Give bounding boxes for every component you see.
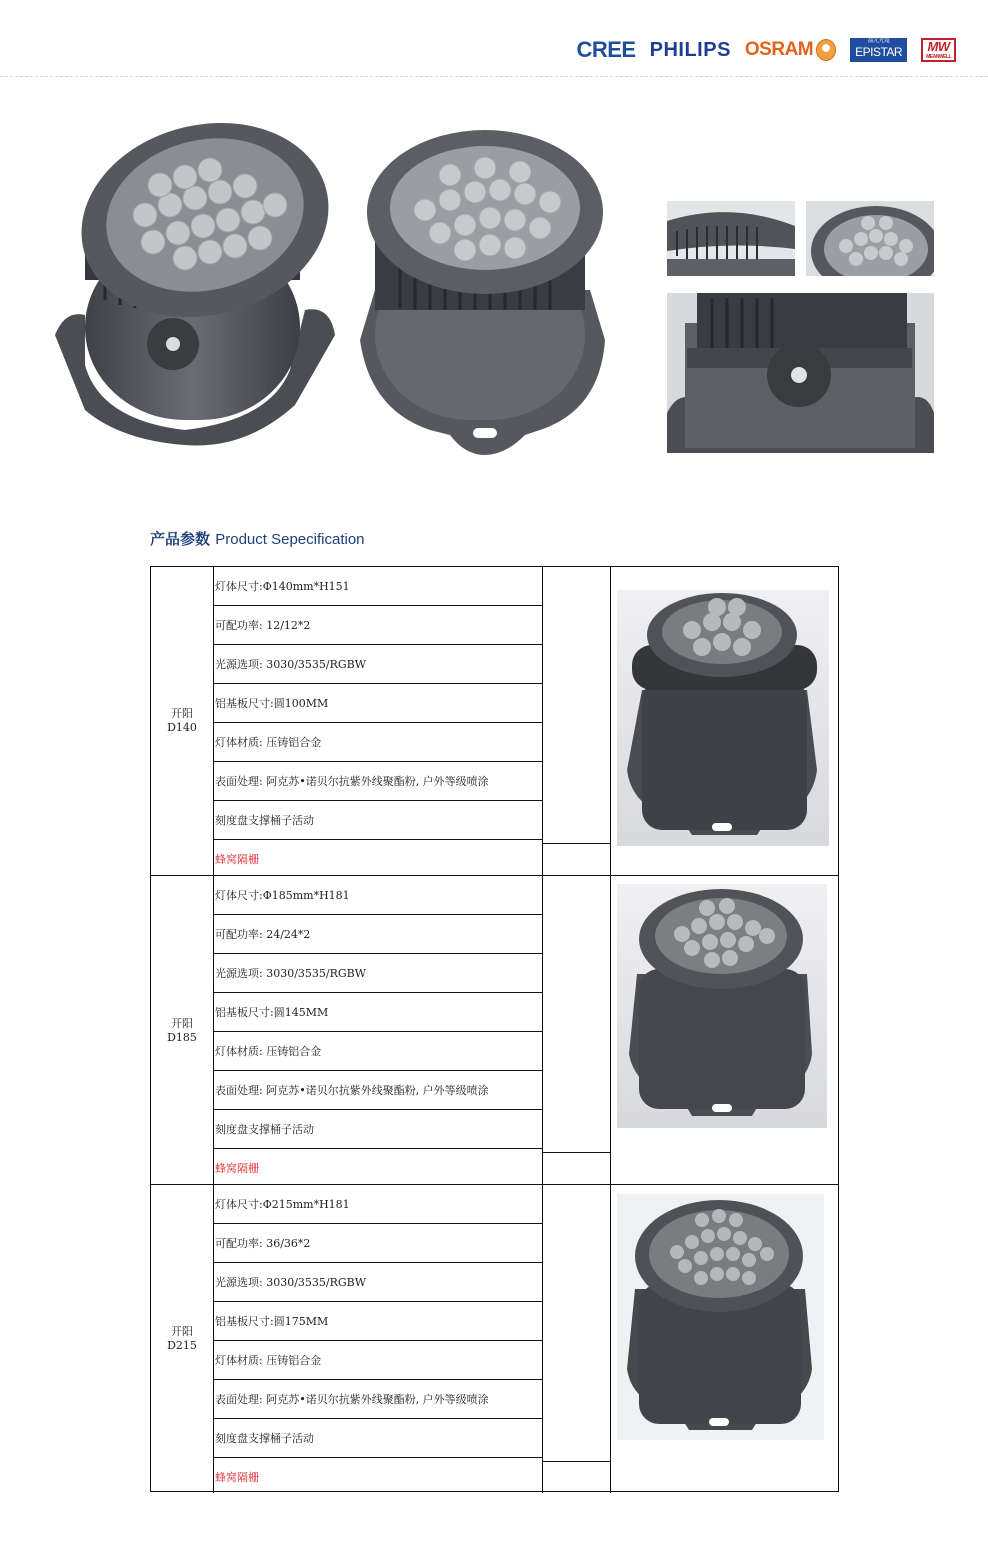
spec-row: 灯体尺寸:Φ140mm*H151	[213, 567, 542, 606]
spec-row: 刻度盘支撑桶子活动	[213, 801, 542, 840]
blank-cell	[542, 1152, 611, 1184]
blank-cell	[542, 1185, 611, 1461]
model-cell	[151, 876, 214, 1185]
model-name: 开阳	[171, 1016, 193, 1030]
spec-block-d215	[151, 1184, 838, 1493]
meanwell-logo: MW MEANWELL	[921, 38, 956, 62]
section-title-cn: 产品参数	[150, 530, 211, 548]
product-image-cell	[610, 876, 838, 1185]
osram-bulb-icon	[816, 39, 836, 61]
spec-row: 铝基板尺寸:圆145MM	[213, 993, 542, 1032]
thumbnail-fins	[667, 201, 795, 276]
spec-row-highlight: 蜂窝隔栅	[215, 1161, 259, 1175]
section-title-en: Product Sepecification	[215, 531, 365, 548]
blank-cell	[542, 1461, 611, 1493]
spec-row: 表面处理: 阿克苏•诺贝尔抗紫外线聚酯粉, 户外等级喷涂	[213, 762, 542, 801]
spec-row-highlight: 蜂窝隔栅	[215, 852, 259, 866]
spec-row: 光源选项: 3030/3535/RGBW	[213, 954, 542, 993]
spec-row: 灯体材质: 压铸铝合金	[213, 1032, 542, 1071]
model-code: D185	[167, 1030, 197, 1044]
philips-logo: PHILIPS	[649, 38, 731, 61]
epistar-logo: 晶元光電 EPISTAR	[850, 38, 907, 62]
section-title	[150, 528, 365, 549]
spec-row: 铝基板尺寸:圆100MM	[213, 684, 542, 723]
thumbnail-lens	[806, 201, 934, 276]
model-name: 开阳	[171, 1325, 193, 1338]
brand-logos	[576, 30, 956, 70]
product-image-d185	[617, 884, 827, 1128]
spec-row: 灯体材质: 压铸铝合金	[213, 1341, 542, 1380]
model-name: 开阳	[171, 707, 193, 720]
spec-row: 刻度盘支撑桶子活动	[213, 1110, 542, 1149]
product-photo-tilted	[45, 120, 335, 460]
spec-row: 灯体尺寸:Φ215mm*H181	[213, 1185, 542, 1224]
model-code: D215	[167, 1339, 197, 1352]
cree-logo: CREE	[576, 37, 636, 62]
product-photo-front	[355, 130, 610, 460]
spec-row: 表面处理: 阿克苏•诺贝尔抗紫外线聚酯粉, 户外等级喷涂	[213, 1071, 542, 1110]
blank-cell	[542, 876, 611, 1152]
model-cell	[151, 1185, 214, 1493]
product-image-d215	[617, 1194, 824, 1440]
spec-row: 刻度盘支撑桶子活动	[213, 1419, 542, 1458]
product-image-cell	[610, 567, 838, 875]
spec-block-d140	[151, 567, 838, 875]
spec-block-d185	[151, 875, 838, 1185]
spec-row: 灯体材质: 压铸铝合金	[213, 723, 542, 762]
blank-cell	[542, 843, 611, 875]
spec-row: 可配功率: 12/12*2	[213, 606, 542, 645]
spec-row: 光源选项: 3030/3535/RGBW	[213, 1263, 542, 1302]
thumbnail-knob	[667, 293, 934, 453]
spec-row-highlight: 蜂窝隔栅	[215, 1470, 259, 1484]
spec-table	[150, 566, 839, 1492]
model-code: D140	[167, 721, 197, 734]
model-cell	[151, 567, 214, 875]
blank-cell	[542, 567, 611, 843]
product-image-cell	[610, 1185, 838, 1493]
header-divider	[0, 76, 988, 77]
product-image-d140	[617, 590, 829, 846]
spec-row: 可配功率: 24/24*2	[213, 915, 542, 954]
spec-row: 铝基板尺寸:圆175MM	[213, 1302, 542, 1341]
spec-row: 可配功率: 36/36*2	[213, 1224, 542, 1263]
spec-row: 光源选项: 3030/3535/RGBW	[213, 645, 542, 684]
spec-row: 灯体尺寸:Φ185mm*H181	[213, 876, 542, 915]
osram-logo: OSRAM	[745, 39, 836, 61]
spec-row: 表面处理: 阿克苏•诺贝尔抗紫外线聚酯粉, 户外等级喷涂	[213, 1380, 542, 1419]
